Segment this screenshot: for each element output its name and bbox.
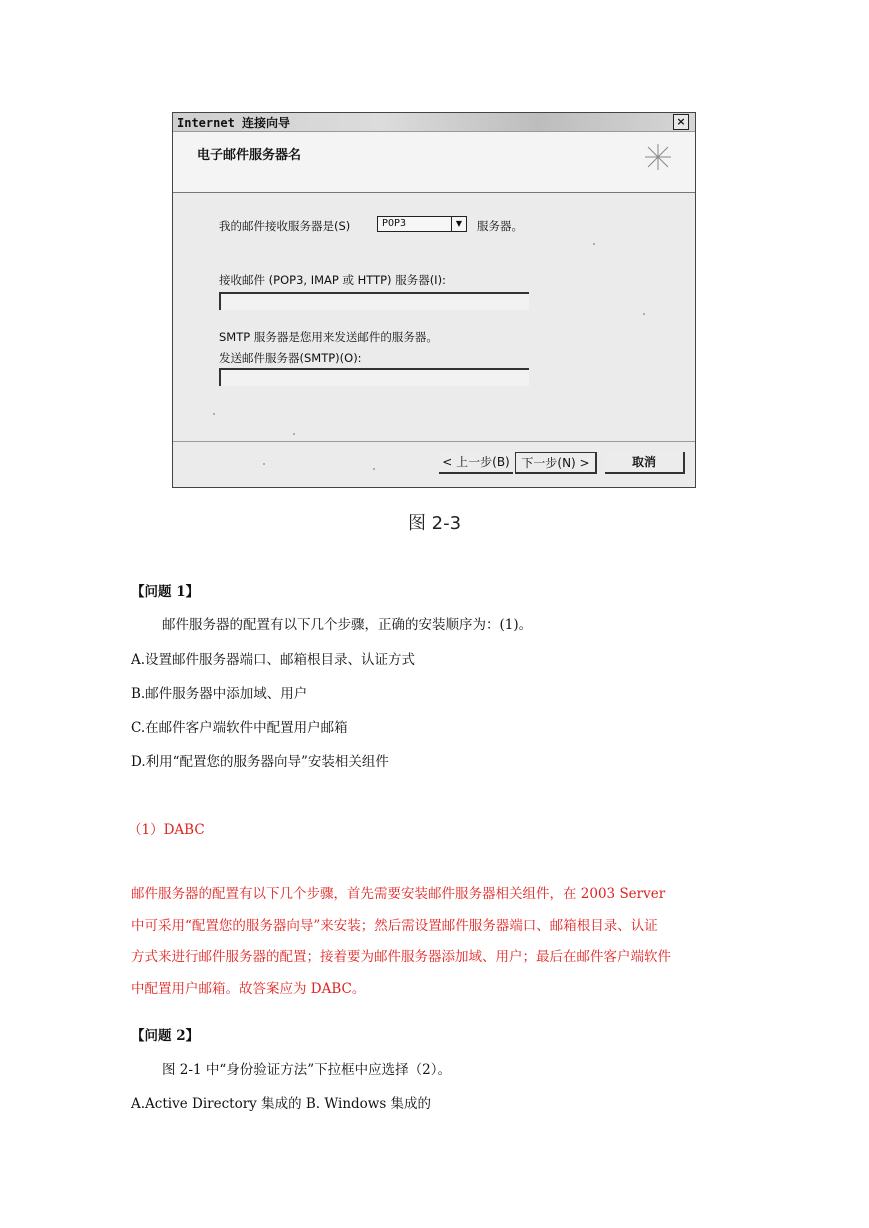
dialog-header — [173, 132, 695, 193]
server-type-label: 我的邮件接收服务器是(S) — [219, 219, 351, 233]
outgoing-server-input[interactable] — [219, 368, 529, 386]
dialog-title: Internet 连接向导 — [177, 116, 291, 130]
option-b: B.邮件服务器中添加域、用户 — [131, 686, 308, 702]
incoming-server-input[interactable] — [219, 292, 529, 310]
wizard-dialog-figure — [172, 112, 696, 488]
question1-stem: 邮件服务器的配置有以下几个步骤，正确的安装顺序为：(1)。 — [162, 617, 533, 633]
scan-noise — [263, 463, 265, 465]
explanation-line: 中配置用户邮箱。故答案应为 DABC。 — [131, 980, 366, 997]
question1-title: 【问题 1】 — [131, 584, 200, 600]
wizard-sparkle-icon — [643, 142, 673, 172]
outgoing-server-label: 发送邮件服务器(SMTP)(O): — [219, 351, 362, 365]
answer-1: （1）DABC — [128, 822, 205, 838]
question2-stem: 图 2-1 中“身份验证方法”下拉框中应选择（2）。 — [162, 1062, 451, 1078]
option-c: C.在邮件客户端软件中配置用户邮箱 — [131, 720, 348, 736]
scan-noise — [213, 413, 215, 415]
server-type-suffix: 服务器。 — [477, 219, 523, 233]
server-type-value: POP3 — [382, 218, 407, 229]
smtp-note: SMTP 服务器是您用来发送邮件的服务器。 — [219, 330, 438, 344]
scan-noise — [293, 433, 295, 435]
option-a: A.设置邮件服务器端口、邮箱根目录、认证方式 — [131, 652, 416, 668]
explanation-line: 邮件服务器的配置有以下几个步骤，首先需要安装邮件服务器相关组件，在 2003 Server — [131, 886, 666, 902]
explanation-line: 方式来进行邮件服务器的配置；接着要为邮件服务器添加域、用户；最后在邮件客户端软件 — [131, 949, 671, 965]
server-type-select[interactable] — [377, 216, 467, 232]
scan-noise — [643, 313, 645, 315]
scan-noise — [373, 468, 375, 470]
back-button[interactable]: < 上一步(B) — [439, 452, 513, 474]
dialog-divider — [173, 441, 695, 442]
scan-noise — [593, 243, 595, 245]
question2-options: A.Active Directory 集成的 B. Windows 集成的 — [131, 1096, 432, 1112]
dialog-heading: 电子邮件服务器名 — [197, 148, 302, 163]
dialog-titlebar — [173, 113, 695, 132]
option-d: D.利用“配置您的服务器向导”安装相关组件 — [131, 754, 389, 770]
cancel-button[interactable]: 取消 — [605, 452, 685, 474]
next-button[interactable]: 下一步(N) > — [515, 452, 597, 474]
close-icon[interactable]: × — [673, 114, 689, 130]
chevron-down-icon[interactable]: ▼ — [451, 217, 466, 231]
figure-caption: 图 2-3 — [407, 513, 462, 534]
incoming-server-label: 接收邮件 (POP3, IMAP 或 HTTP) 服务器(I): — [219, 273, 446, 287]
explanation-paragraph — [131, 879, 741, 1005]
question2-title: 【问题 2】 — [131, 1028, 200, 1044]
explanation-line: 中可采用“配置您的服务器向导”来安装；然后需设置邮件服务器端口、邮箱根目录、认证 — [131, 917, 658, 934]
